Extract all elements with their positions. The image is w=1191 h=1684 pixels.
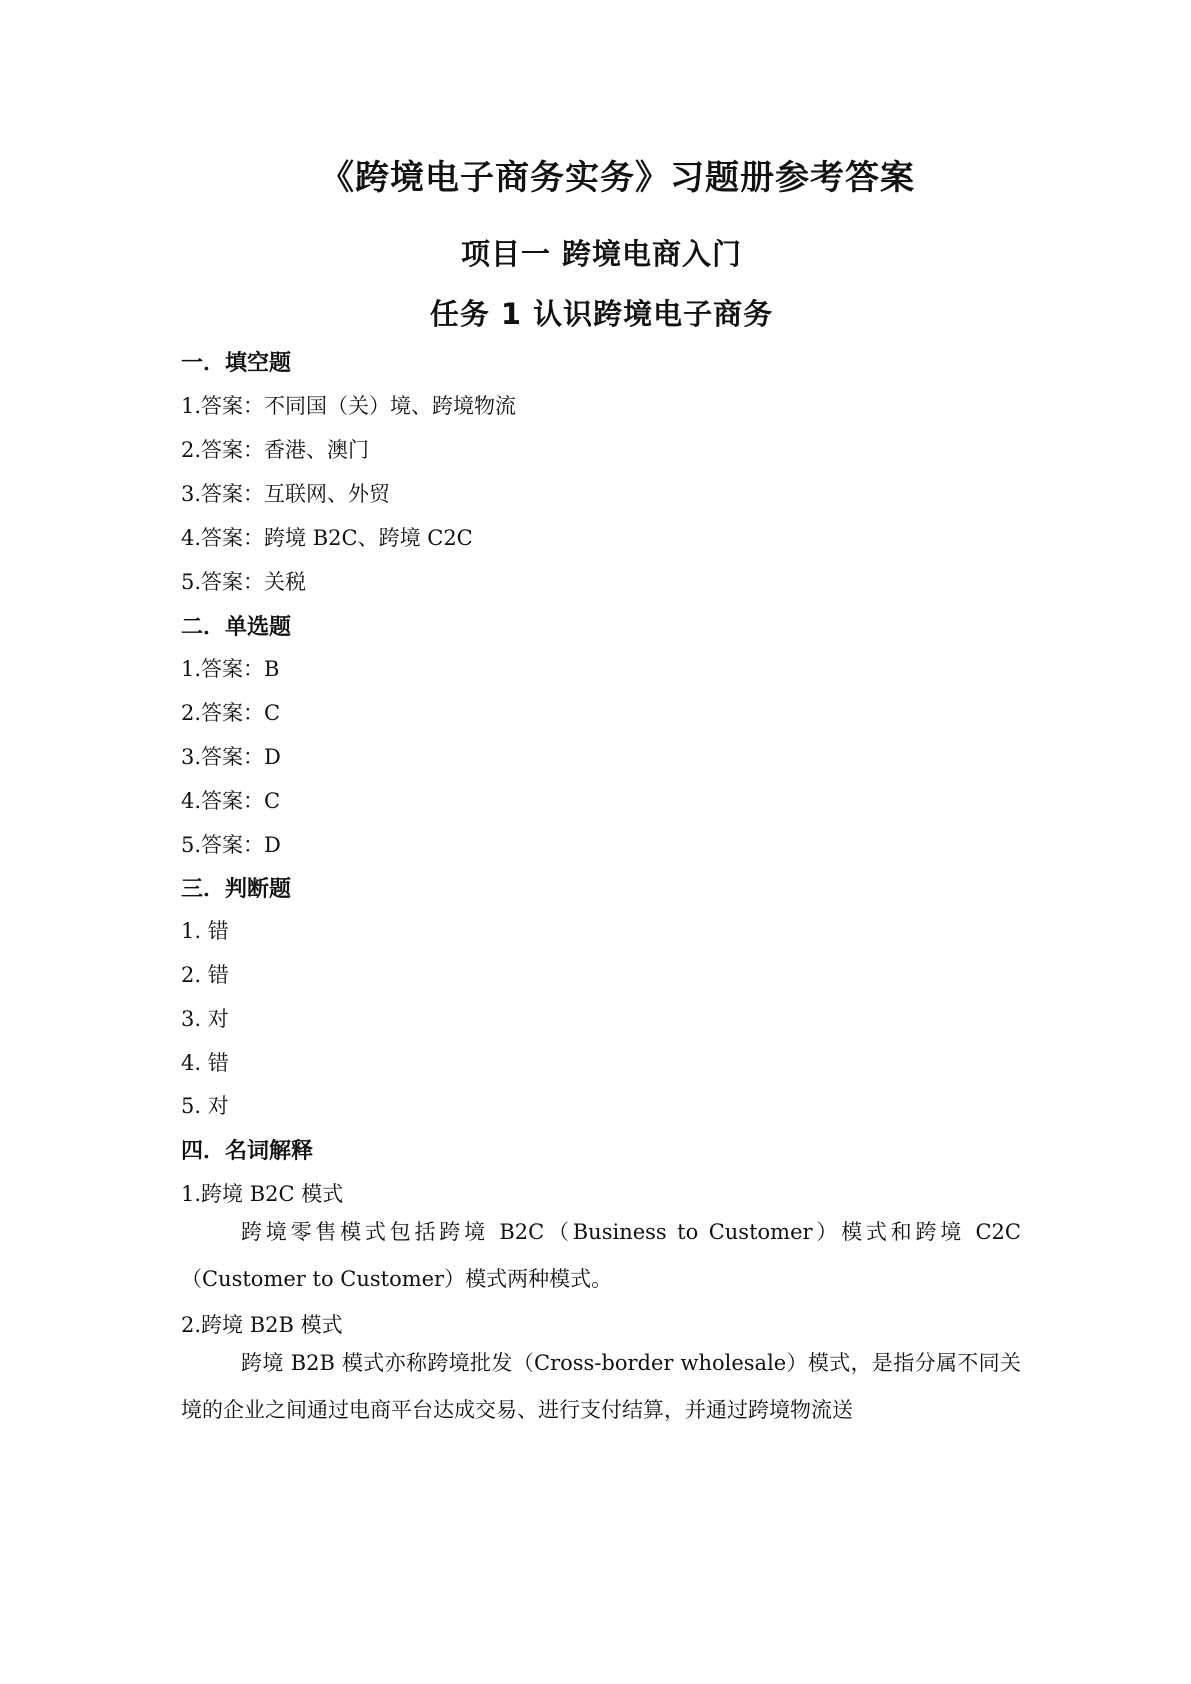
answer-line: 1. 错 <box>181 919 229 943</box>
answer-line: 3.答案：互联网、外贸 <box>181 482 391 506</box>
section-heading-terms: 四．名词解释 <box>181 1139 314 1164</box>
answer-line: 3. 对 <box>181 1007 229 1031</box>
answer-line: 5.答案：关税 <box>181 570 307 594</box>
term-definition: 跨境零售模式包括跨境 B2C（Business to Customer）模式和跨境 C2C（Customer to Customer）模式两种模式。 <box>181 1220 1021 1291</box>
term-title: 1.跨境 B2C 模式 <box>181 1182 344 1206</box>
answer-line: 5. 对 <box>181 1094 229 1118</box>
term-definition: 跨境 B2B 模式亦称跨境批发（Cross-border wholesale）模式，是指分属不同关境的企业之间通过电商平台达成交易、进行支付结算，并通过跨境物流送 <box>181 1351 1021 1422</box>
answer-line: 5.答案：D <box>181 833 281 857</box>
answer-line: 2. 错 <box>181 963 229 987</box>
answer-line: 1.答案：不同国（关）境、跨境物流 <box>181 394 517 418</box>
answer-line: 4. 错 <box>181 1051 229 1075</box>
answer-line: 4.答案：跨境 B2C、跨境 C2C <box>181 526 473 550</box>
answer-line: 3.答案：D <box>181 745 281 769</box>
term-title: 2.跨境 B2B 模式 <box>181 1313 343 1337</box>
answer-line: 2.答案：C <box>181 701 281 725</box>
answer-line: 4.答案：C <box>181 789 281 813</box>
document-title: 《跨境电子商务实务》习题册参考答案 <box>320 158 915 198</box>
task-heading: 任务 1 认识跨境电子商务 <box>429 297 774 331</box>
project-heading: 项目一 跨境电商入门 <box>460 237 743 271</box>
section-heading-single-choice: 二．单选题 <box>181 615 292 640</box>
section-heading-true-false: 三．判断题 <box>181 877 292 902</box>
answer-line: 2.答案：香港、澳门 <box>181 438 370 462</box>
answer-line: 1.答案：B <box>181 657 280 681</box>
section-heading-fill-blank: 一．填空题 <box>181 351 292 376</box>
